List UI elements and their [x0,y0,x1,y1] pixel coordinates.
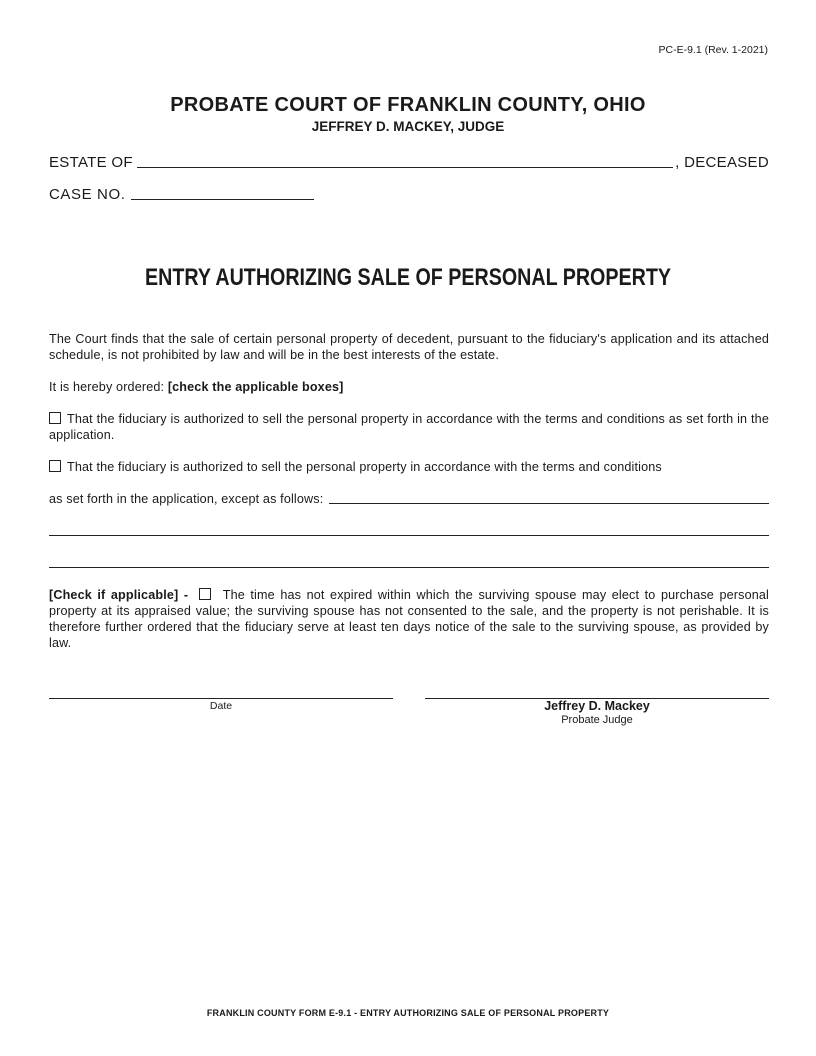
estate-name-field[interactable] [137,166,673,168]
judge-title: Probate Judge [561,714,633,726]
option-1-text: That the fiduciary is authorized to sell the personal property in accordance with the terms and conditions as set forth in the application. [49,412,769,442]
exceptions-field-line-2[interactable] [49,535,769,536]
estate-row [49,154,769,171]
document-title: ENTRY AUTHORIZING SALE OF PERSONAL PROPERTY [145,264,671,291]
exceptions-field-line-1[interactable] [329,503,769,504]
spouse-clause [49,587,769,651]
spouse-clause-checkbox[interactable] [199,588,211,600]
order-intro-instruction: [check the applicable boxes] [167,380,344,394]
check-if-applicable-label: [Check if applicable] - [49,588,189,602]
option-2-text-cont: as set forth in the application, except as follows: [49,492,324,506]
judge-name: Jeffrey D. Mackey [544,699,650,713]
spouse-clause-text: The time has not expired within which the surviving spouse may elect to purchase personal property at its appraised value; the surviving spouse has not consented to the sale, and the property is not perishable. It is therefore further ordered that the fiduciary serve at least ten days notice of the sale to the surviving spouse, as provided by law. [49,588,769,650]
option-2-checkbox[interactable] [49,460,61,472]
option-1 [49,411,769,443]
case-number-field[interactable] [131,199,314,200]
order-intro [49,379,769,395]
option-2-text: That the fiduciary is authorized to sell the personal property in accordance with the terms and conditions [67,460,662,474]
date-line[interactable] [49,698,393,699]
exceptions-field-line-3[interactable] [49,567,769,568]
footer: FRANKLIN COUNTY FORM E-9.1 - ENTRY AUTHORIZING SALE OF PERSONAL PROPERTY [206,1008,610,1018]
form-number: PC-E-9.1 (Rev. 1-2021) [658,44,768,56]
deceased-label: , DECEASED [675,154,769,171]
court-finding: The Court finds that the sale of certain personal property of decedent, pursuant to the fiduciary's application and its attached schedule, is not prohibited by law and will be in the best interests of the estate. [49,332,769,362]
date-label: Date [209,700,233,712]
option-2-exceptions [49,491,769,507]
order-intro-text: It is hereby ordered: [49,380,168,394]
case-label: CASE NO. [49,186,126,203]
case-row [49,186,314,203]
option-2 [49,459,769,475]
estate-label: ESTATE OF [49,154,133,171]
option-1-checkbox[interactable] [49,412,61,424]
court-name: PROBATE COURT OF FRANKLIN COUNTY, OHIO [170,94,646,116]
judge-heading: JEFFREY D. MACKEY, JUDGE [311,119,505,134]
